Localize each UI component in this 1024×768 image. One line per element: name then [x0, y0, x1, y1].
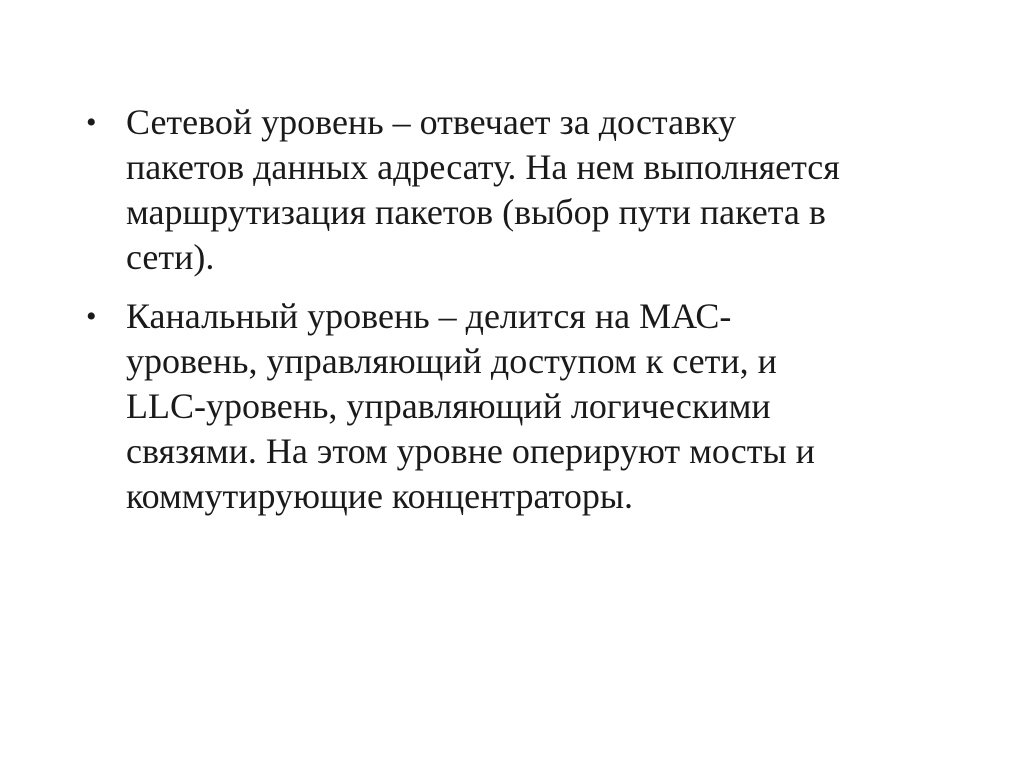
text-line: Сетевой уровень – отвечает за доставку — [126, 102, 737, 142]
text-line: связями. На этом уровне оперируют мосты и — [126, 431, 815, 471]
text-line: LLC-уровень, управляющий логическими — [126, 386, 771, 426]
bullet-icon: • — [86, 106, 97, 139]
bullet-text — [126, 100, 840, 280]
text-line: коммутирующие концентраторы. — [126, 476, 634, 516]
text-line: Канальный уровень – делится на МАС- — [126, 296, 732, 336]
slide-body — [86, 100, 926, 533]
text-line: уровень, управляющий доступом к сети, и — [126, 341, 777, 381]
text-line: пакетов данных адресату. На нем выполняется — [126, 147, 840, 187]
bullet-list — [86, 100, 926, 519]
bullet-icon: • — [86, 300, 97, 333]
text-line: маршрутизация пакетов (выбор пути пакета в — [126, 192, 826, 232]
text-line: сети). — [126, 237, 215, 277]
bullet-item-network-layer — [86, 100, 926, 280]
bullet-text — [126, 294, 815, 519]
bullet-item-data-link-layer — [86, 294, 926, 519]
